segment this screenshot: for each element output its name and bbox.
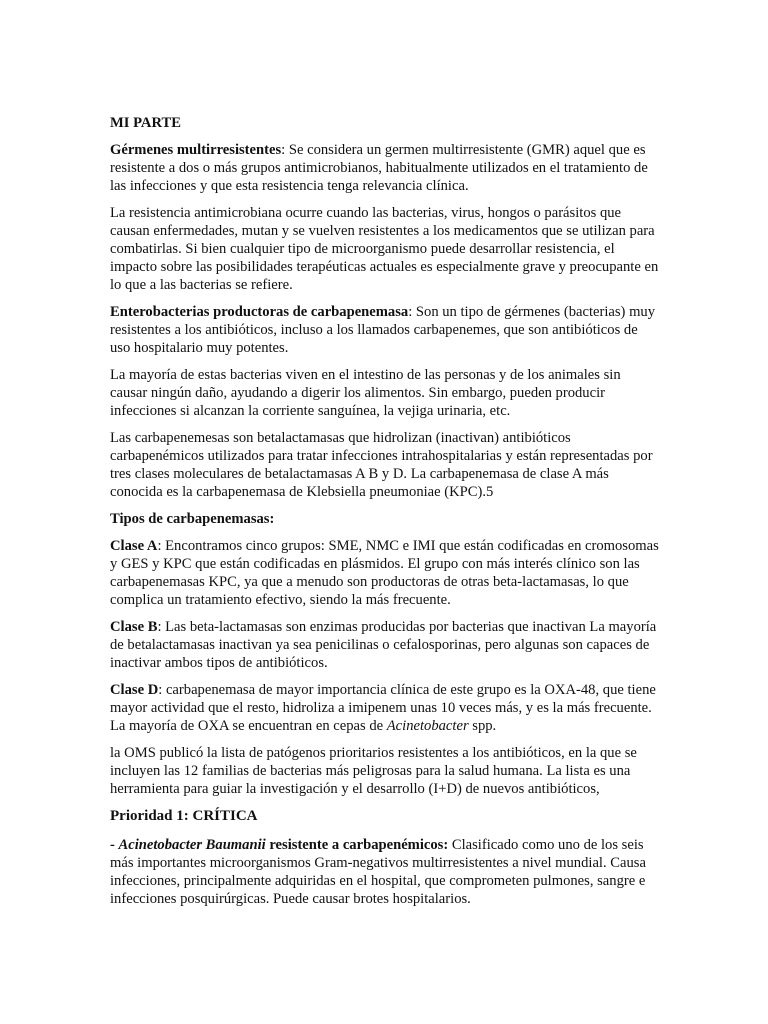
paragraph-oms: la OMS publicó la lista de patógenos prioritarios resistentes a los antibióticos, en la que se incluyen las 12 familias de bacterias más peligrosas para la salud humana. La lista es una herramienta para guiar la investigación y el desarrollo (I+D) de nuevos antibióticos, — [110, 745, 637, 797]
paragraph-clase-d — [110, 681, 660, 735]
paragraph-clase-a — [110, 537, 660, 609]
paragraph-acinetobacter — [110, 836, 660, 908]
section-heading-prioridad: Prioridad 1: CRÍTICA — [110, 808, 258, 824]
paragraph-text: : Son un tipo de gérmenes (bacterias) muy resistentes a los antibióticos, incluso a los llamados carbapenemes, que son antibióticos de uso hospitalario muy potentes. — [110, 304, 656, 356]
term-enterobacterias: Enterobacterias productoras de carbapenemasa — [110, 304, 409, 320]
term-resistente: resistente a carbapenémicos: — [265, 837, 449, 853]
paragraph-germenes — [110, 141, 660, 195]
paragraph-intestino: La mayoría de estas bacterias viven en el intestino de las personas y de los animales sin causar ningún daño, ayudando a digerir los alimentos. Sin embargo, pueden producir infecciones si alcanzan la corriente sanguínea, la vejiga urinaria, etc. — [110, 367, 621, 419]
paragraph-resistencia: La resistencia antimicrobiana ocurre cuando las bacterias, virus, hongos o parásitos que causan enfermedades, mutan y se vuelven resistentes a los medicamentos que se utilizan para combatirlas. Si bien cualquier tipo de microorganismo puede desarrollar resistencia, el impacto sobre las posibilidades terapéuticas actuales es especialmente grave y preocupante en lo que a las bacterias se refiere. — [110, 205, 659, 293]
italic-acinetobacter: Acinetobacter — [386, 718, 469, 734]
paragraph-enterobacterias — [110, 303, 660, 357]
term-clase-b: Clase B — [110, 619, 158, 635]
term-clase-d: Clase D — [110, 682, 159, 698]
paragraph-clase-b — [110, 618, 660, 672]
document-page — [110, 114, 660, 917]
paragraph-tail: spp. — [468, 718, 497, 734]
page-title: MI PARTE — [110, 115, 181, 131]
paragraph-text: : Encontramos cinco grupos: SME, NMC e IMI que están codificadas en cromosomas y GES y KPC que están codificadas en plásmidos. El grupo con más interés clínico son las carbapenemasas KPC, ya que a menudo son productoras de otras beta-lactamasas, lo que complica un tratamiento efectivo, siendo la más frecuente. — [110, 538, 659, 608]
term-germenes: Gérmenes multirresistentes — [110, 142, 282, 158]
paragraph-text: : Se considera un germen multirresistente (GMR) aquel que es resistente a dos o más grupos antimicrobianos, habitualmente utilizados en el tratamiento de las infecciones y que esta resistencia tenga relevancia clínica. — [110, 142, 648, 194]
dash-bullet: - — [110, 837, 119, 853]
section-heading-tipos: Tipos de carbapenemasas: — [110, 511, 275, 527]
italic-acinetobacter-baumanii: Acinetobacter Baumanii — [118, 837, 266, 853]
paragraph-carbapenemesas: Las carbapenemesas son betalactamasas que hidrolizan (inactivan) antibióticos carbapenémicos utilizados para tratar infecciones intrahospitalarias y están representadas por tres clases moleculares de betalactamasas A B y D. La carbapenemasa de clase A más conocida es la carbapenemasa de Klebsiella pneumoniae (KPC).5 — [110, 430, 653, 500]
term-clase-a: Clase A — [110, 538, 158, 554]
paragraph-text: : carbapenemasa de mayor importancia clínica de este grupo es la OXA-48, que tiene mayor actividad que el resto, hidroliza a imipenem unas 10 veces más, y es la más frecuente. La mayoría de OXA se encuentran en cepas de — [110, 682, 656, 734]
paragraph-text: Clasificado como uno de los seis más importantes microorganismos Gram-negativos multirresistentes a nivel mundial. Causa infecciones, principalmente adquiridas en el hospital, que comprometen pulmones, sangre e infecciones posquirúrgicas. Puede causar brotes hospitalarios. — [110, 837, 646, 907]
paragraph-text: : Las beta-lactamasas son enzimas producidas por bacterias que inactivan La mayoría de betalactamasas inactivan ya sea penicilinas o cefalosporinas, pero algunas son capaces de inactivar ambos tipos de antibióticos. — [110, 619, 657, 671]
